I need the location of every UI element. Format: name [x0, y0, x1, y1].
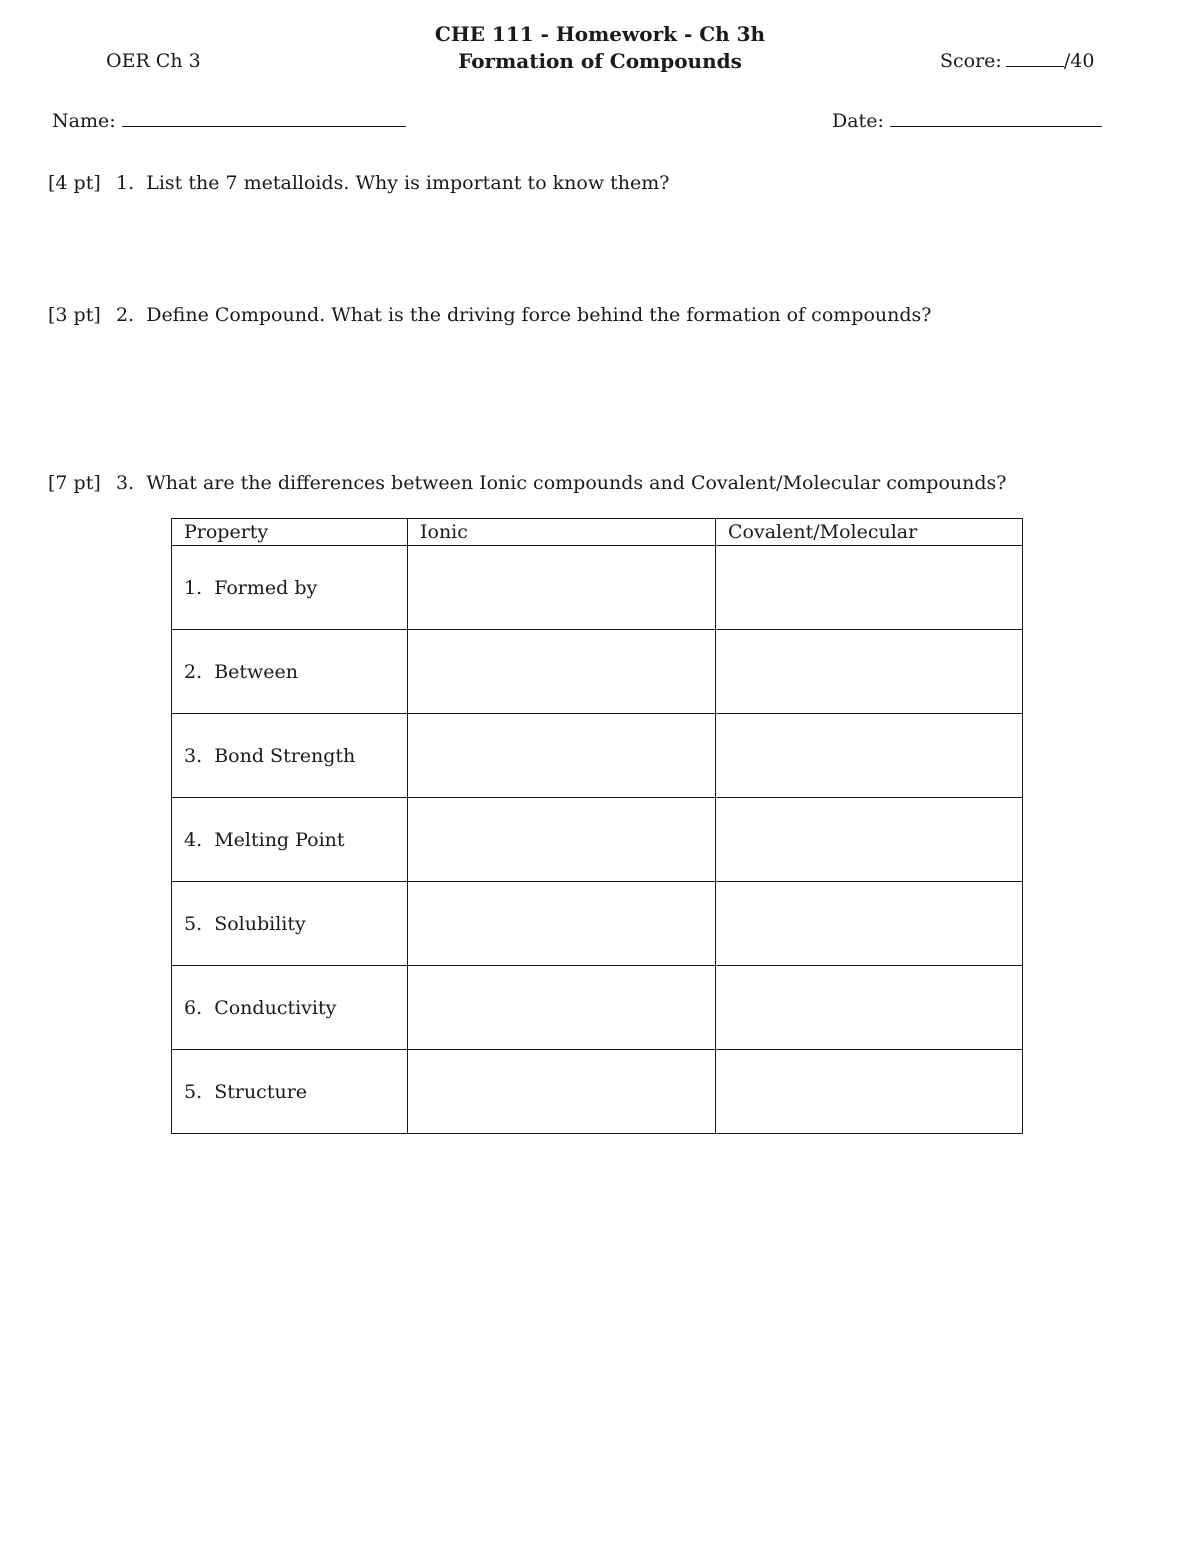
- covalent-answer-cell[interactable]: [716, 966, 1023, 1050]
- question-1-points: [4 pt]: [48, 172, 101, 194]
- name-field: [52, 110, 406, 132]
- score-blank[interactable]: [1006, 52, 1064, 67]
- table-row: [172, 966, 1023, 1050]
- table-row: [172, 714, 1023, 798]
- covalent-answer-cell[interactable]: [716, 798, 1023, 882]
- table-row: [172, 630, 1023, 714]
- question-3-points: [7 pt]: [48, 472, 101, 494]
- document-title: CHE 111 - Homework - Ch 3h: [434, 22, 766, 46]
- ionic-answer-cell[interactable]: [408, 1050, 716, 1134]
- covalent-answer-cell[interactable]: [716, 630, 1023, 714]
- row-property-label: 1. Formed by: [172, 546, 408, 630]
- name-label: Name:: [52, 110, 116, 132]
- covalent-answer-cell[interactable]: [716, 546, 1023, 630]
- ionic-answer-cell[interactable]: [408, 882, 716, 966]
- row-property-label: 5. Structure: [172, 1050, 408, 1134]
- ionic-answer-cell[interactable]: [408, 714, 716, 798]
- table-row: [172, 882, 1023, 966]
- covalent-answer-cell[interactable]: [716, 714, 1023, 798]
- document-subtitle: Formation of Compounds: [458, 49, 742, 73]
- table-header-row: [172, 519, 1023, 546]
- score-total: /40: [1063, 50, 1095, 72]
- date-field: [832, 110, 1102, 132]
- row-property-label: 6. Conductivity: [172, 966, 408, 1050]
- comparison-table: [171, 518, 1023, 1134]
- question-1-text: 1. List the 7 metalloids. Why is important to know them?: [116, 172, 670, 194]
- table-row: [172, 1050, 1023, 1134]
- row-property-label: 2. Between: [172, 630, 408, 714]
- score-field: [940, 50, 1094, 72]
- question-2-text: 2. Define Compound. What is the driving force behind the formation of compounds?: [116, 304, 932, 326]
- question-3-text: 3. What are the differences between Ionic compounds and Covalent/Molecular compounds?: [116, 472, 1007, 494]
- name-blank[interactable]: [122, 110, 406, 127]
- covalent-answer-cell[interactable]: [716, 882, 1023, 966]
- covalent-answer-cell[interactable]: [716, 1050, 1023, 1134]
- row-property-label: 5. Solubility: [172, 882, 408, 966]
- header-property: Property: [172, 519, 408, 546]
- ionic-answer-cell[interactable]: [408, 798, 716, 882]
- date-label: Date:: [832, 110, 884, 132]
- header-covalent: Covalent/Molecular: [716, 519, 1023, 546]
- table-row: [172, 546, 1023, 630]
- question-2-points: [3 pt]: [48, 304, 101, 326]
- ionic-answer-cell[interactable]: [408, 630, 716, 714]
- ionic-answer-cell[interactable]: [408, 546, 716, 630]
- header-ionic: Ionic: [408, 519, 716, 546]
- row-property-label: 3. Bond Strength: [172, 714, 408, 798]
- table-row: [172, 798, 1023, 882]
- ionic-answer-cell[interactable]: [408, 966, 716, 1050]
- date-blank[interactable]: [890, 110, 1102, 127]
- course-reference: OER Ch 3: [106, 50, 201, 72]
- row-property-label: 4. Melting Point: [172, 798, 408, 882]
- score-label: Score:: [940, 50, 1002, 72]
